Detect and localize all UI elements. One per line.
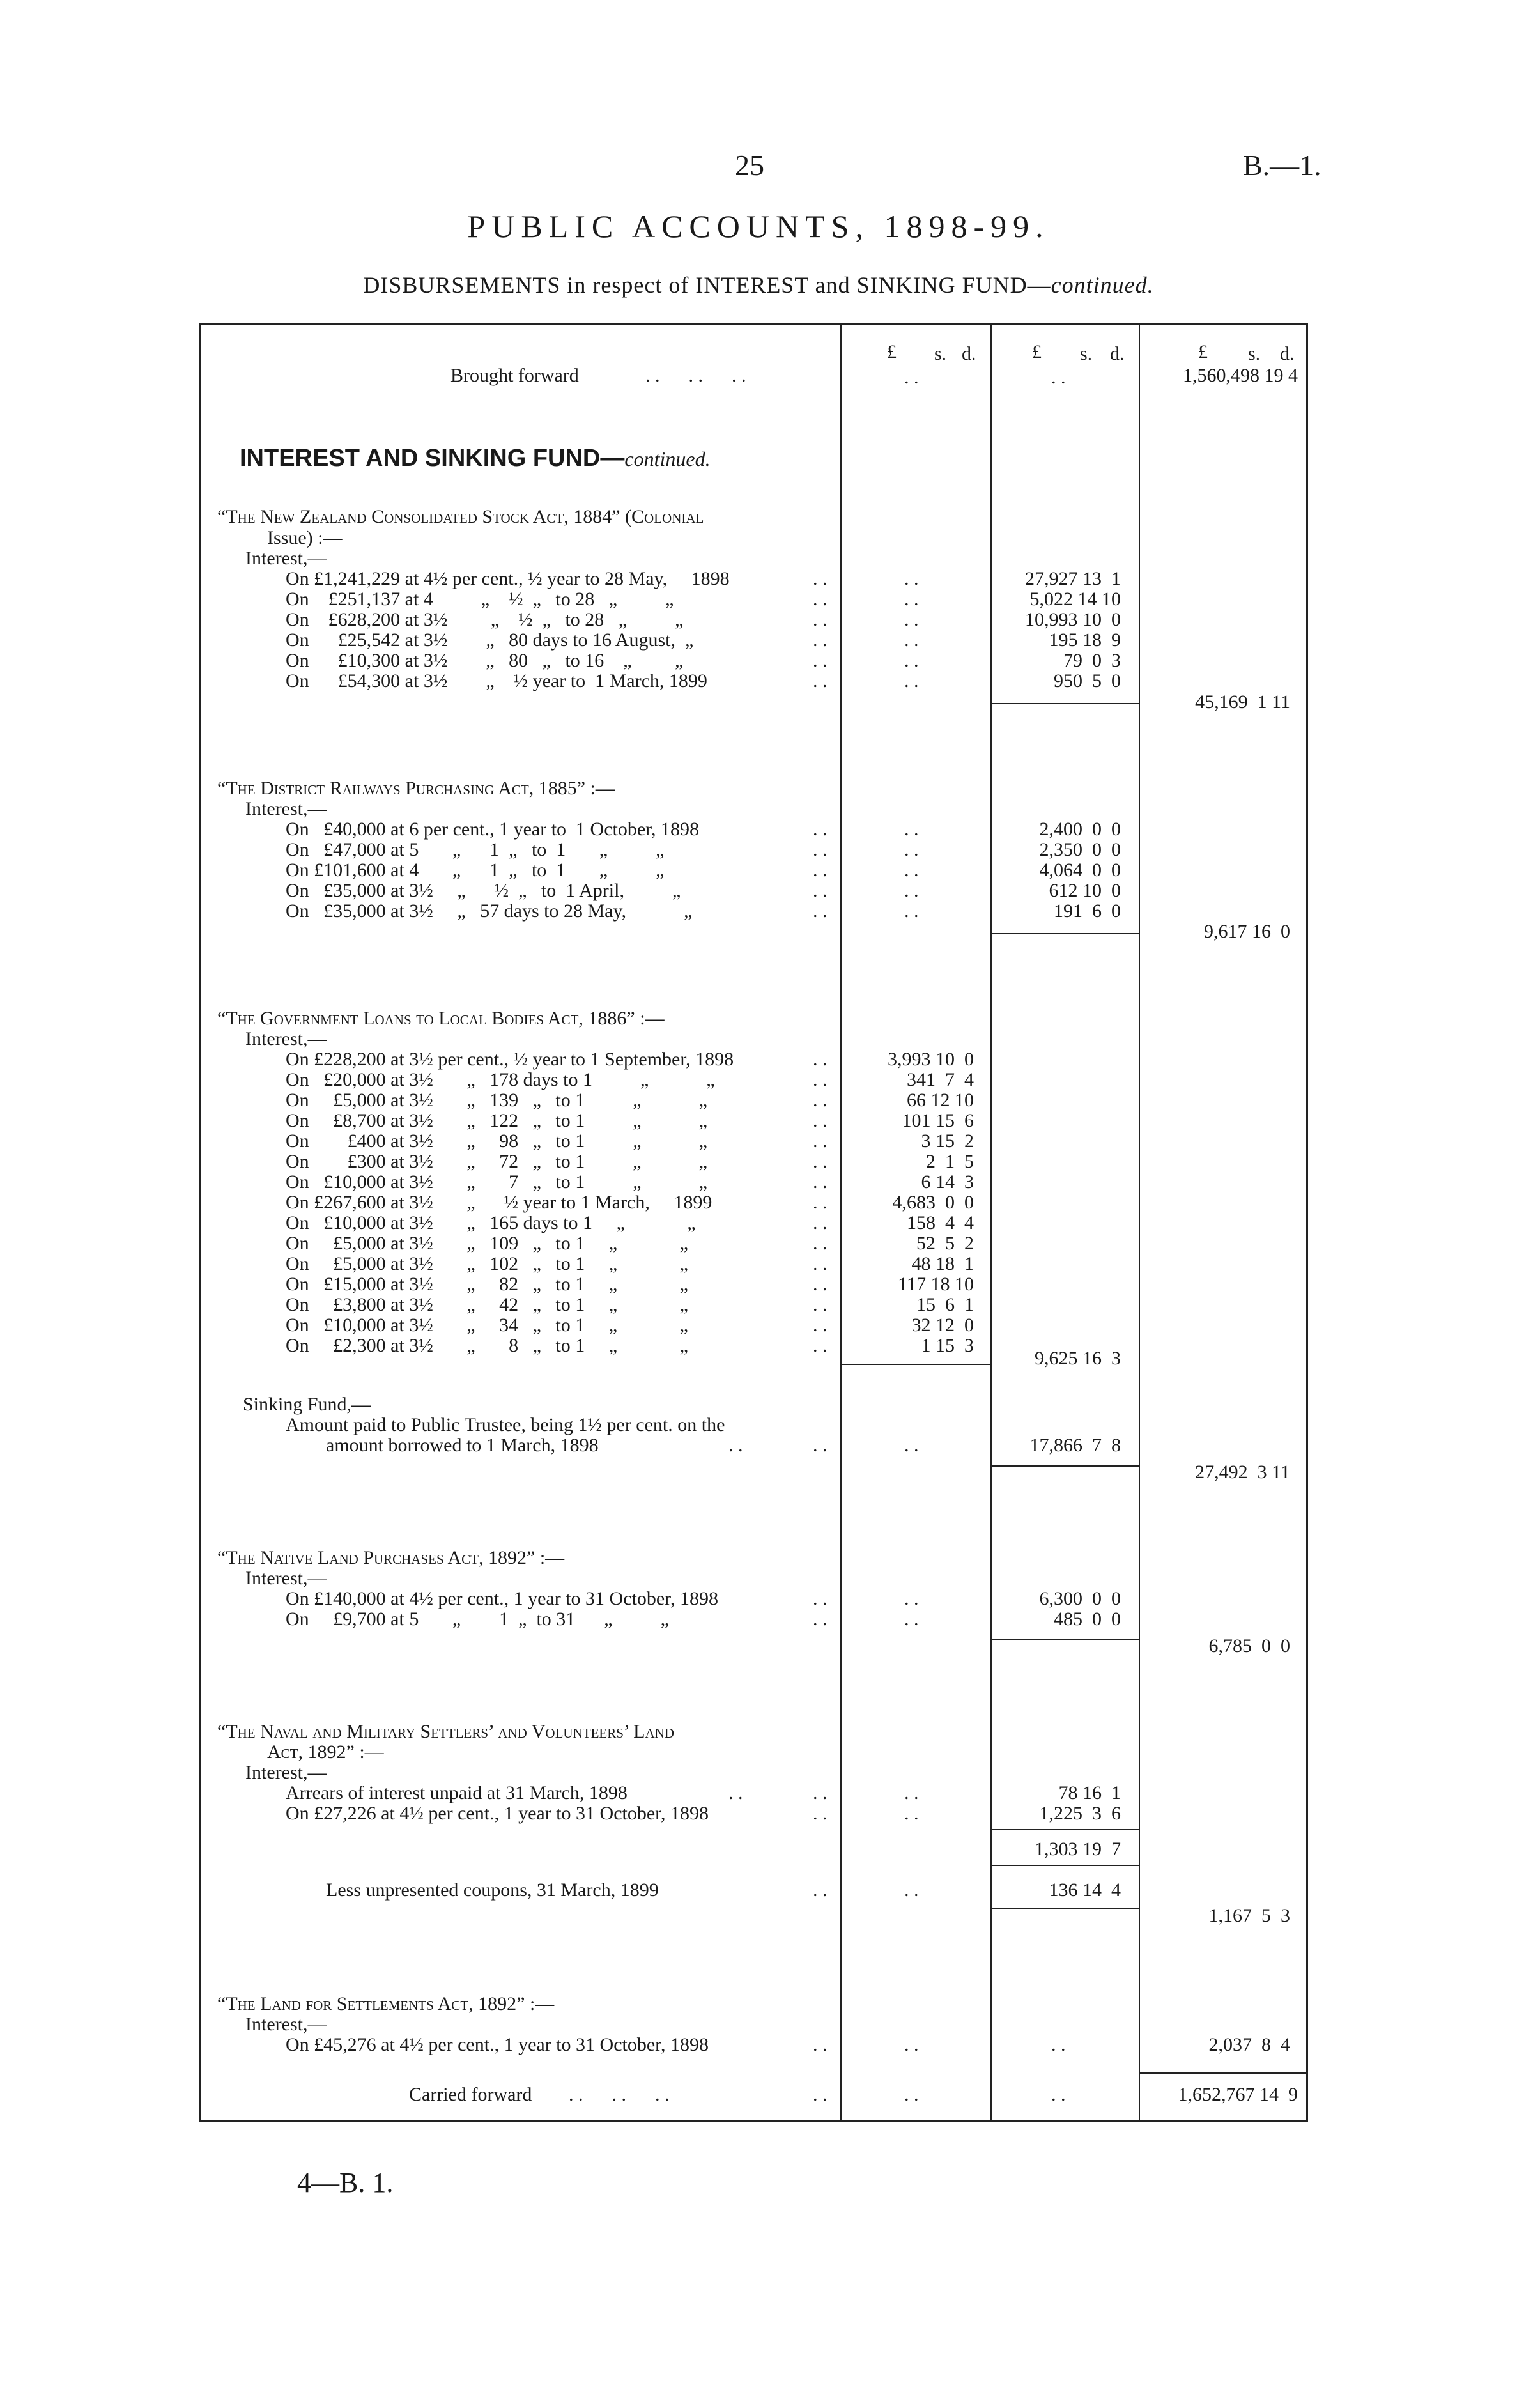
brought-forward-label: Brought forward	[450, 365, 579, 386]
act3-sinking-label: Sinking Fund,—	[243, 1394, 371, 1415]
leader-dots: . .	[813, 629, 828, 651]
table-top-rule	[199, 323, 1308, 325]
row-amount: 612 10 0	[1049, 880, 1121, 901]
table-row: On £251,137 at 4 „ ½ „ to 28 „ „	[286, 589, 674, 610]
table-row: On £5,000 at 3½ „ 109 „ to 1 „ „	[286, 1233, 688, 1254]
footer-signature-mark: 4—B. 1.	[297, 2167, 394, 2198]
leader-dots: . . . . . .	[645, 365, 746, 386]
leader-dots: . .	[813, 1435, 828, 1456]
leader-dots: . .	[1051, 367, 1066, 388]
row-amount: 3 15 2	[921, 1131, 974, 1152]
act6-title: “The Land for Settlements Act, 1892” :—	[217, 1993, 555, 2014]
table-row: On £54,300 at 3½ „ ½ year to 1 March, 1899	[286, 670, 707, 691]
row-amount: 2,400 0 0	[1039, 819, 1121, 840]
table-row: On £10,000 at 3½ „ 7 „ to 1 „ „	[286, 1171, 707, 1192]
leader-dots: . .	[813, 1192, 828, 1213]
table-row: On £10,300 at 3½ „ 80 „ to 16 „ „	[286, 650, 684, 671]
act5-subtotal: 1,303 19 7	[1035, 1839, 1121, 1860]
row-amount: 950 5 0	[1054, 670, 1121, 691]
table-row: On £10,000 at 3½ „ 165 days to 1 „ „	[286, 1212, 696, 1233]
subtotal-rule	[990, 1829, 1139, 1830]
table-row: On £47,000 at 5 „ 1 „ to 1 „ „	[286, 839, 665, 860]
act4-interest-label: Interest,—	[245, 1568, 327, 1589]
table-row: On £5,000 at 3½ „ 102 „ to 1 „ „	[286, 1253, 688, 1274]
subtotal-rule	[990, 1908, 1139, 1909]
leader-dots: . .	[813, 1803, 828, 1824]
leader-dots: . .	[813, 1151, 828, 1172]
leader-dots: . .	[813, 1782, 828, 1803]
act3-sinking-line1: Amount paid to Public Trustee, being 1½ per cent. on the	[286, 1414, 725, 1435]
col1-shillings-head: s.	[934, 343, 947, 364]
table-left-border	[199, 323, 201, 2122]
subtotal-rule	[990, 1465, 1139, 1467]
act2-interest-label: Interest,—	[245, 798, 327, 819]
act5-interest-label: Interest,—	[245, 1762, 327, 1783]
act5-title: “The Naval and Military Settlers’ and Volunteers’ Land	[217, 1721, 674, 1742]
row-amount: 32 12 0	[911, 1315, 974, 1336]
leader-dots: . .	[904, 609, 919, 630]
act4-total: 6,785 0 0	[1208, 1635, 1290, 1656]
row-amount: 4,064 0 0	[1039, 860, 1121, 881]
table-row: On £35,000 at 3½ „ ½ „ to 1 April, „	[286, 880, 681, 901]
leader-dots: . .	[904, 880, 919, 901]
table-row: On £628,200 at 3½ „ ½ „ to 28 „ „	[286, 609, 684, 630]
leader-dots: . .	[813, 819, 828, 840]
act1-title-cont: Issue) :—	[267, 527, 343, 548]
leader-dots: . .	[904, 860, 919, 881]
leader-dots: . .	[813, 1171, 828, 1192]
leader-dots: . .	[813, 670, 828, 691]
carried-forward-rule	[1140, 2072, 1307, 2074]
leader-dots: . .	[904, 1609, 919, 1630]
leader-dots: . .	[904, 568, 919, 589]
table-row: On £40,000 at 6 per cent., 1 year to 1 October, 1898	[286, 819, 699, 840]
table-row: On £228,200 at 3½ per cent., ½ year to 1 September, 1898	[286, 1049, 734, 1070]
section-heading-main: INTEREST AND SINKING FUND—	[240, 445, 625, 472]
table-row: On £27,226 at 4½ per cent., 1 year to 31 October, 1898	[286, 1803, 709, 1824]
act1-interest-label: Interest,—	[245, 548, 327, 569]
row-amount: 341 7 4	[907, 1069, 974, 1090]
subtotal-rule	[990, 933, 1139, 934]
subtotal-rule	[990, 1865, 1139, 1866]
subtitle-italic: continued.	[1051, 272, 1154, 298]
leader-dots: . .	[813, 1588, 828, 1609]
row-amount: 15 6 1	[916, 1294, 974, 1315]
table-row: Arrears of interest unpaid at 31 March, 1898	[286, 1782, 628, 1803]
leader-dots: . .	[813, 568, 828, 589]
leader-dots: . .	[813, 1233, 828, 1254]
row-amount: 79 0 3	[1063, 650, 1121, 671]
column-divider-3	[1139, 323, 1140, 2122]
leader-dots: . .	[904, 367, 919, 388]
leader-dots: . .	[1051, 2034, 1066, 2055]
leader-dots: . .	[813, 1212, 828, 1233]
row-amount: 6 14 3	[921, 1171, 974, 1192]
col3-pounds-head: £	[1198, 341, 1208, 362]
act5-less-amount: 136 14 4	[1049, 1879, 1121, 1901]
act6-interest-label: Interest,—	[245, 2014, 327, 2035]
act3-interest-subtotal: 9,625 16 3	[1035, 1348, 1121, 1369]
leader-dots: . .	[813, 1131, 828, 1152]
act4-title: “The Native Land Purchases Act, 1892” :—	[217, 1547, 565, 1568]
leader-dots: . .	[813, 1069, 828, 1090]
table-bottom-rule	[199, 2120, 1308, 2122]
document-reference: B.—1.	[1243, 149, 1321, 181]
col2-shillings-head: s.	[1080, 343, 1093, 364]
act1-title: “The New Zealand Consolidated Stock Act, 1884” (Colonial	[217, 506, 704, 527]
brought-forward-amount: 1,560,498 19 4	[1183, 365, 1298, 386]
leader-dots: . .	[904, 670, 919, 691]
leader-dots: . .	[904, 900, 919, 922]
carried-forward-label: Carried forward	[409, 2084, 532, 2105]
leader-dots: . .	[904, 1879, 919, 1901]
table-row: On £9,700 at 5 „ 1 „ to 31 „ „	[286, 1609, 669, 1630]
act5-title-cont: Act, 1892” :—	[267, 1741, 384, 1763]
leader-dots: . .	[728, 1782, 743, 1803]
leader-dots: . .	[1051, 2084, 1066, 2105]
leader-dots: . .	[813, 1879, 828, 1901]
table-row: On £45,276 at 4½ per cent., 1 year to 31 October, 1898	[286, 2034, 709, 2055]
leader-dots: . .	[813, 1253, 828, 1274]
leader-dots: . .	[904, 1782, 919, 1803]
subtotal-rule	[842, 1364, 990, 1365]
subtitle-main: DISBURSEMENTS in respect of INTEREST and SINKING FUND—	[363, 272, 1051, 298]
row-amount: 191 6 0	[1054, 900, 1121, 922]
row-amount: 4,683 0 0	[892, 1192, 974, 1213]
act1-total: 45,169 1 11	[1195, 691, 1290, 713]
leader-dots: . .	[813, 1090, 828, 1111]
leader-dots: . .	[904, 1435, 919, 1456]
leader-dots: . .	[813, 839, 828, 860]
table-row: On £400 at 3½ „ 98 „ to 1 „ „	[286, 1131, 707, 1152]
table-row: On £25,542 at 3½ „ 80 days to 16 August, „	[286, 629, 694, 651]
row-amount: 101 15 6	[902, 1110, 974, 1131]
leader-dots: . .	[813, 900, 828, 922]
table-row: On £3,800 at 3½ „ 42 „ to 1 „ „	[286, 1294, 688, 1315]
table-row: On £35,000 at 3½ „ 57 days to 28 May, „	[286, 900, 693, 922]
col3-shillings-head: s.	[1248, 343, 1261, 364]
row-amount: 78 16 1	[1058, 1782, 1121, 1803]
row-amount: 6,300 0 0	[1039, 1588, 1121, 1609]
leader-dots: . .	[904, 629, 919, 651]
leader-dots: . .	[904, 2084, 919, 2105]
act2-title: “The District Railways Purchasing Act, 1885” :—	[217, 778, 615, 799]
row-amount: 3,993 10 0	[888, 1049, 974, 1070]
leader-dots: . .	[813, 1294, 828, 1315]
leader-dots: . .	[904, 650, 919, 671]
page-title: PUBLIC ACCOUNTS, 1898-99.	[467, 208, 1050, 244]
table-row: On £5,000 at 3½ „ 139 „ to 1 „ „	[286, 1090, 707, 1111]
act3-sinking-line2: amount borrowed to 1 March, 1898	[326, 1435, 599, 1456]
section-heading-italic: continued.	[624, 447, 711, 470]
leader-dots: . .	[813, 650, 828, 671]
col2-pence-head: d.	[1110, 343, 1125, 364]
table-row: On £267,600 at 3½ „ ½ year to 1 March, 1899	[286, 1192, 712, 1213]
col1-pence-head: d.	[962, 343, 976, 364]
act5-less-label: Less unpresented coupons, 31 March, 1899	[326, 1879, 659, 1901]
row-amount: 2,350 0 0	[1039, 839, 1121, 860]
row-amount: 2 1 5	[926, 1151, 974, 1172]
leader-dots: . .	[728, 1435, 743, 1456]
act6-total: 2,037 8 4	[1208, 2034, 1290, 2055]
leader-dots: . .	[813, 1315, 828, 1336]
act5-total: 1,167 5 3	[1208, 1905, 1290, 1926]
leader-dots: . .	[813, 2034, 828, 2055]
row-amount: 1,225 3 6	[1039, 1803, 1121, 1824]
leader-dots: . .	[813, 1049, 828, 1070]
row-amount: 158 4 4	[907, 1212, 974, 1233]
row-amount: 10,993 10 0	[1025, 609, 1121, 630]
act3-title: “The Government Loans to Local Bodies Act, 1886” :—	[217, 1008, 665, 1029]
leader-dots: . .	[904, 839, 919, 860]
leader-dots: . .	[813, 880, 828, 901]
carried-forward-amount: 1,652,767 14 9	[1178, 2084, 1298, 2105]
col2-pounds-head: £	[1032, 341, 1042, 362]
subtotal-rule	[990, 703, 1139, 704]
table-row: On £2,300 at 3½ „ 8 „ to 1 „ „	[286, 1335, 688, 1356]
table-row: On £101,600 at 4 „ 1 „ to 1 „ „	[286, 860, 665, 881]
leader-dots: . .	[813, 1335, 828, 1356]
leader-dots: . .	[904, 1588, 919, 1609]
table-row: On £300 at 3½ „ 72 „ to 1 „ „	[286, 1151, 707, 1172]
subtotal-rule	[990, 1639, 1139, 1640]
leader-dots: . .	[813, 1609, 828, 1630]
column-divider-1	[840, 323, 842, 2122]
table-row: On £140,000 at 4½ per cent., 1 year to 31 October, 1898	[286, 1588, 718, 1609]
row-amount: 48 18 1	[911, 1253, 974, 1274]
leader-dots: . .	[813, 860, 828, 881]
leader-dots: . .	[813, 1274, 828, 1295]
leader-dots: . .	[813, 1110, 828, 1131]
page-subtitle	[0, 272, 1517, 298]
table-row: On £8,700 at 3½ „ 122 „ to 1 „ „	[286, 1110, 707, 1131]
table-right-border	[1306, 323, 1308, 2122]
leader-dots: . .	[904, 819, 919, 840]
row-amount: 1 15 3	[921, 1335, 974, 1356]
column-divider-2	[990, 323, 992, 2122]
row-amount: 117 18 10	[898, 1274, 974, 1295]
leader-dots: . . . . . .	[569, 2084, 670, 2105]
leader-dots: . .	[904, 1803, 919, 1824]
row-amount: 485 0 0	[1054, 1609, 1121, 1630]
act3-interest-label: Interest,—	[245, 1028, 327, 1049]
row-amount: 195 18 9	[1049, 629, 1121, 651]
leader-dots: . .	[813, 2084, 828, 2105]
col3-pence-head: d.	[1280, 343, 1295, 364]
leader-dots: . .	[813, 589, 828, 610]
act3-total: 27,492 3 11	[1195, 1462, 1290, 1483]
row-amount: 27,927 13 1	[1025, 568, 1121, 589]
table-row: On £20,000 at 3½ „ 178 days to 1 „ „	[286, 1069, 715, 1090]
col1-pounds-head: £	[887, 341, 897, 362]
act3-sinking-amount: 17,866 7 8	[1029, 1435, 1121, 1456]
leader-dots: . .	[904, 589, 919, 610]
row-amount: 52 5 2	[916, 1233, 974, 1254]
table-row: On £15,000 at 3½ „ 82 „ to 1 „ „	[286, 1274, 688, 1295]
row-amount: 66 12 10	[907, 1090, 974, 1111]
table-row: On £1,241,229 at 4½ per cent., ½ year to 28 May, 1898	[286, 568, 730, 589]
leader-dots: . .	[813, 609, 828, 630]
page-number: 25	[735, 149, 764, 181]
table-row: On £10,000 at 3½ „ 34 „ to 1 „ „	[286, 1315, 688, 1336]
row-amount: 5,022 14 10	[1029, 589, 1121, 610]
leader-dots: . .	[904, 2034, 919, 2055]
act2-total: 9,617 16 0	[1204, 921, 1290, 942]
section-heading	[240, 445, 711, 472]
